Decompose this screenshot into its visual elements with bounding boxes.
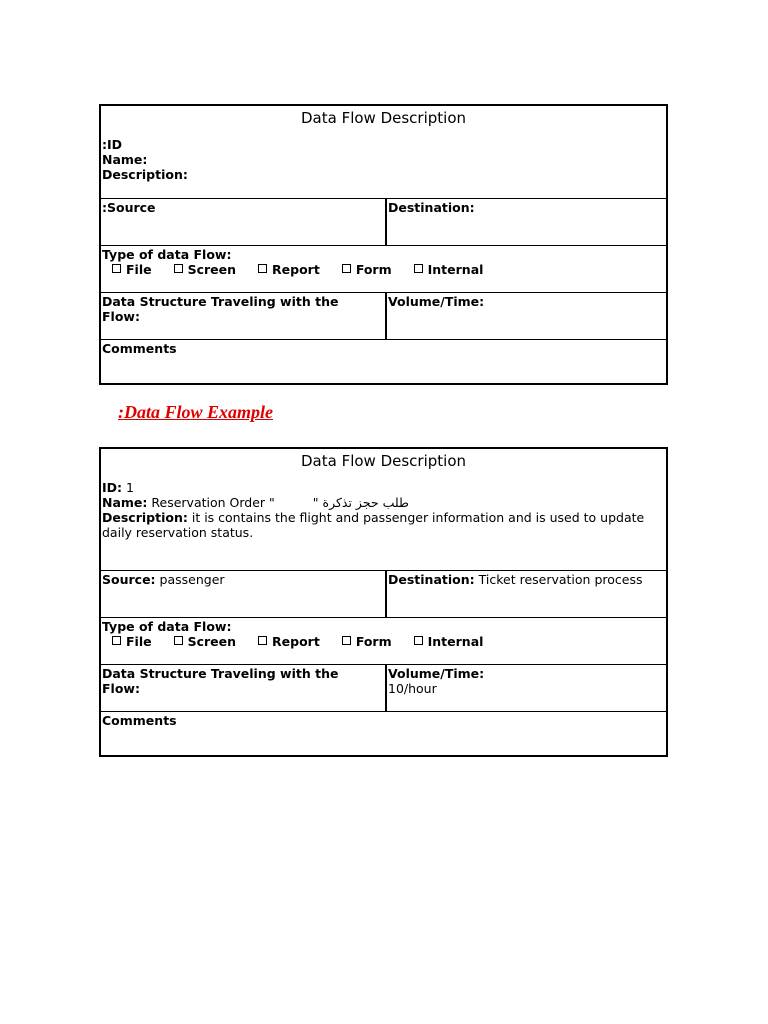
type-option-internal[interactable]: Internal (414, 634, 484, 649)
type-option-internal[interactable]: Internal (414, 262, 484, 277)
name-arabic: طلب حجز تذكرة (322, 495, 409, 510)
name-value: Reservation Order " (151, 495, 275, 510)
type-options (101, 634, 666, 649)
source-label: :Source (101, 199, 387, 245)
structure-label-line2: Flow: (102, 681, 140, 696)
type-option-report[interactable]: Report (258, 634, 320, 649)
structure-label-line1: Data Structure Traveling with the (102, 666, 339, 681)
checkbox-icon[interactable] (112, 636, 121, 645)
id-value: 1 (126, 480, 134, 495)
destination-cell (387, 571, 666, 617)
description-value: it is contains the flight and passenger information and is used to update (191, 510, 645, 525)
name-label: Name: (102, 152, 148, 167)
structure-label-line2: Flow: (102, 309, 140, 324)
source-cell (101, 571, 387, 617)
header-section (101, 449, 666, 571)
comments-label: Comments (102, 341, 177, 356)
id-label: :ID (102, 137, 123, 152)
name-line (101, 495, 666, 510)
id-line (101, 480, 666, 495)
description-value-line2: daily reservation status. (102, 525, 254, 540)
structure-label-line1: Data Structure Traveling with the (102, 294, 339, 309)
name-label: Name: (102, 495, 148, 510)
source-value: passenger (159, 572, 225, 587)
type-option-screen[interactable]: Screen (174, 634, 236, 649)
header-section (101, 106, 666, 199)
checkbox-icon[interactable] (342, 264, 351, 273)
structure-volume-row (101, 293, 666, 340)
type-row (101, 618, 666, 665)
type-label: Type of data Flow: (102, 619, 232, 634)
description-label: Description: (102, 167, 188, 182)
example-heading: :Data Flow Example (118, 402, 274, 422)
description-line (101, 510, 666, 525)
source-label: Source: (102, 572, 156, 587)
structure-cell (101, 293, 387, 339)
volume-label: Volume/Time: (388, 294, 485, 309)
checkbox-icon[interactable] (174, 264, 183, 273)
name-close-quote: " (312, 495, 319, 510)
comments-label: Comments (102, 713, 177, 728)
data-flow-form-blank (99, 104, 668, 385)
source-destination-row (101, 199, 666, 246)
type-option-form[interactable]: Form (342, 262, 392, 277)
comments-row (101, 712, 666, 755)
destination-value: Ticket reservation process (478, 572, 643, 587)
source-destination-row (101, 571, 666, 618)
checkbox-icon[interactable] (414, 636, 423, 645)
type-row (101, 246, 666, 293)
form-title: Data Flow Description (300, 452, 467, 470)
type-options (101, 262, 666, 277)
structure-volume-row (101, 665, 666, 712)
checkbox-icon[interactable] (112, 264, 121, 273)
data-flow-form-example (99, 447, 668, 757)
type-option-screen[interactable]: Screen (174, 262, 236, 277)
description-label: Description: (102, 510, 188, 525)
volume-value: 10/hour (388, 681, 437, 696)
checkbox-icon[interactable] (342, 636, 351, 645)
type-option-report[interactable]: Report (258, 262, 320, 277)
checkbox-icon[interactable] (414, 264, 423, 273)
destination-label: Destination: (388, 572, 475, 587)
comments-row (101, 340, 666, 383)
type-option-file[interactable]: File (112, 262, 152, 277)
form-title: Data Flow Description (300, 109, 467, 127)
checkbox-icon[interactable] (258, 636, 267, 645)
destination-label: Destination: (388, 200, 475, 215)
volume-cell (387, 665, 666, 711)
structure-cell (101, 665, 387, 711)
id-label: ID: (102, 480, 123, 495)
type-option-file[interactable]: File (112, 634, 152, 649)
checkbox-icon[interactable] (258, 264, 267, 273)
checkbox-icon[interactable] (174, 636, 183, 645)
type-label: Type of data Flow: (102, 247, 232, 262)
type-option-form[interactable]: Form (342, 634, 392, 649)
volume-label: Volume/Time: (388, 666, 485, 681)
